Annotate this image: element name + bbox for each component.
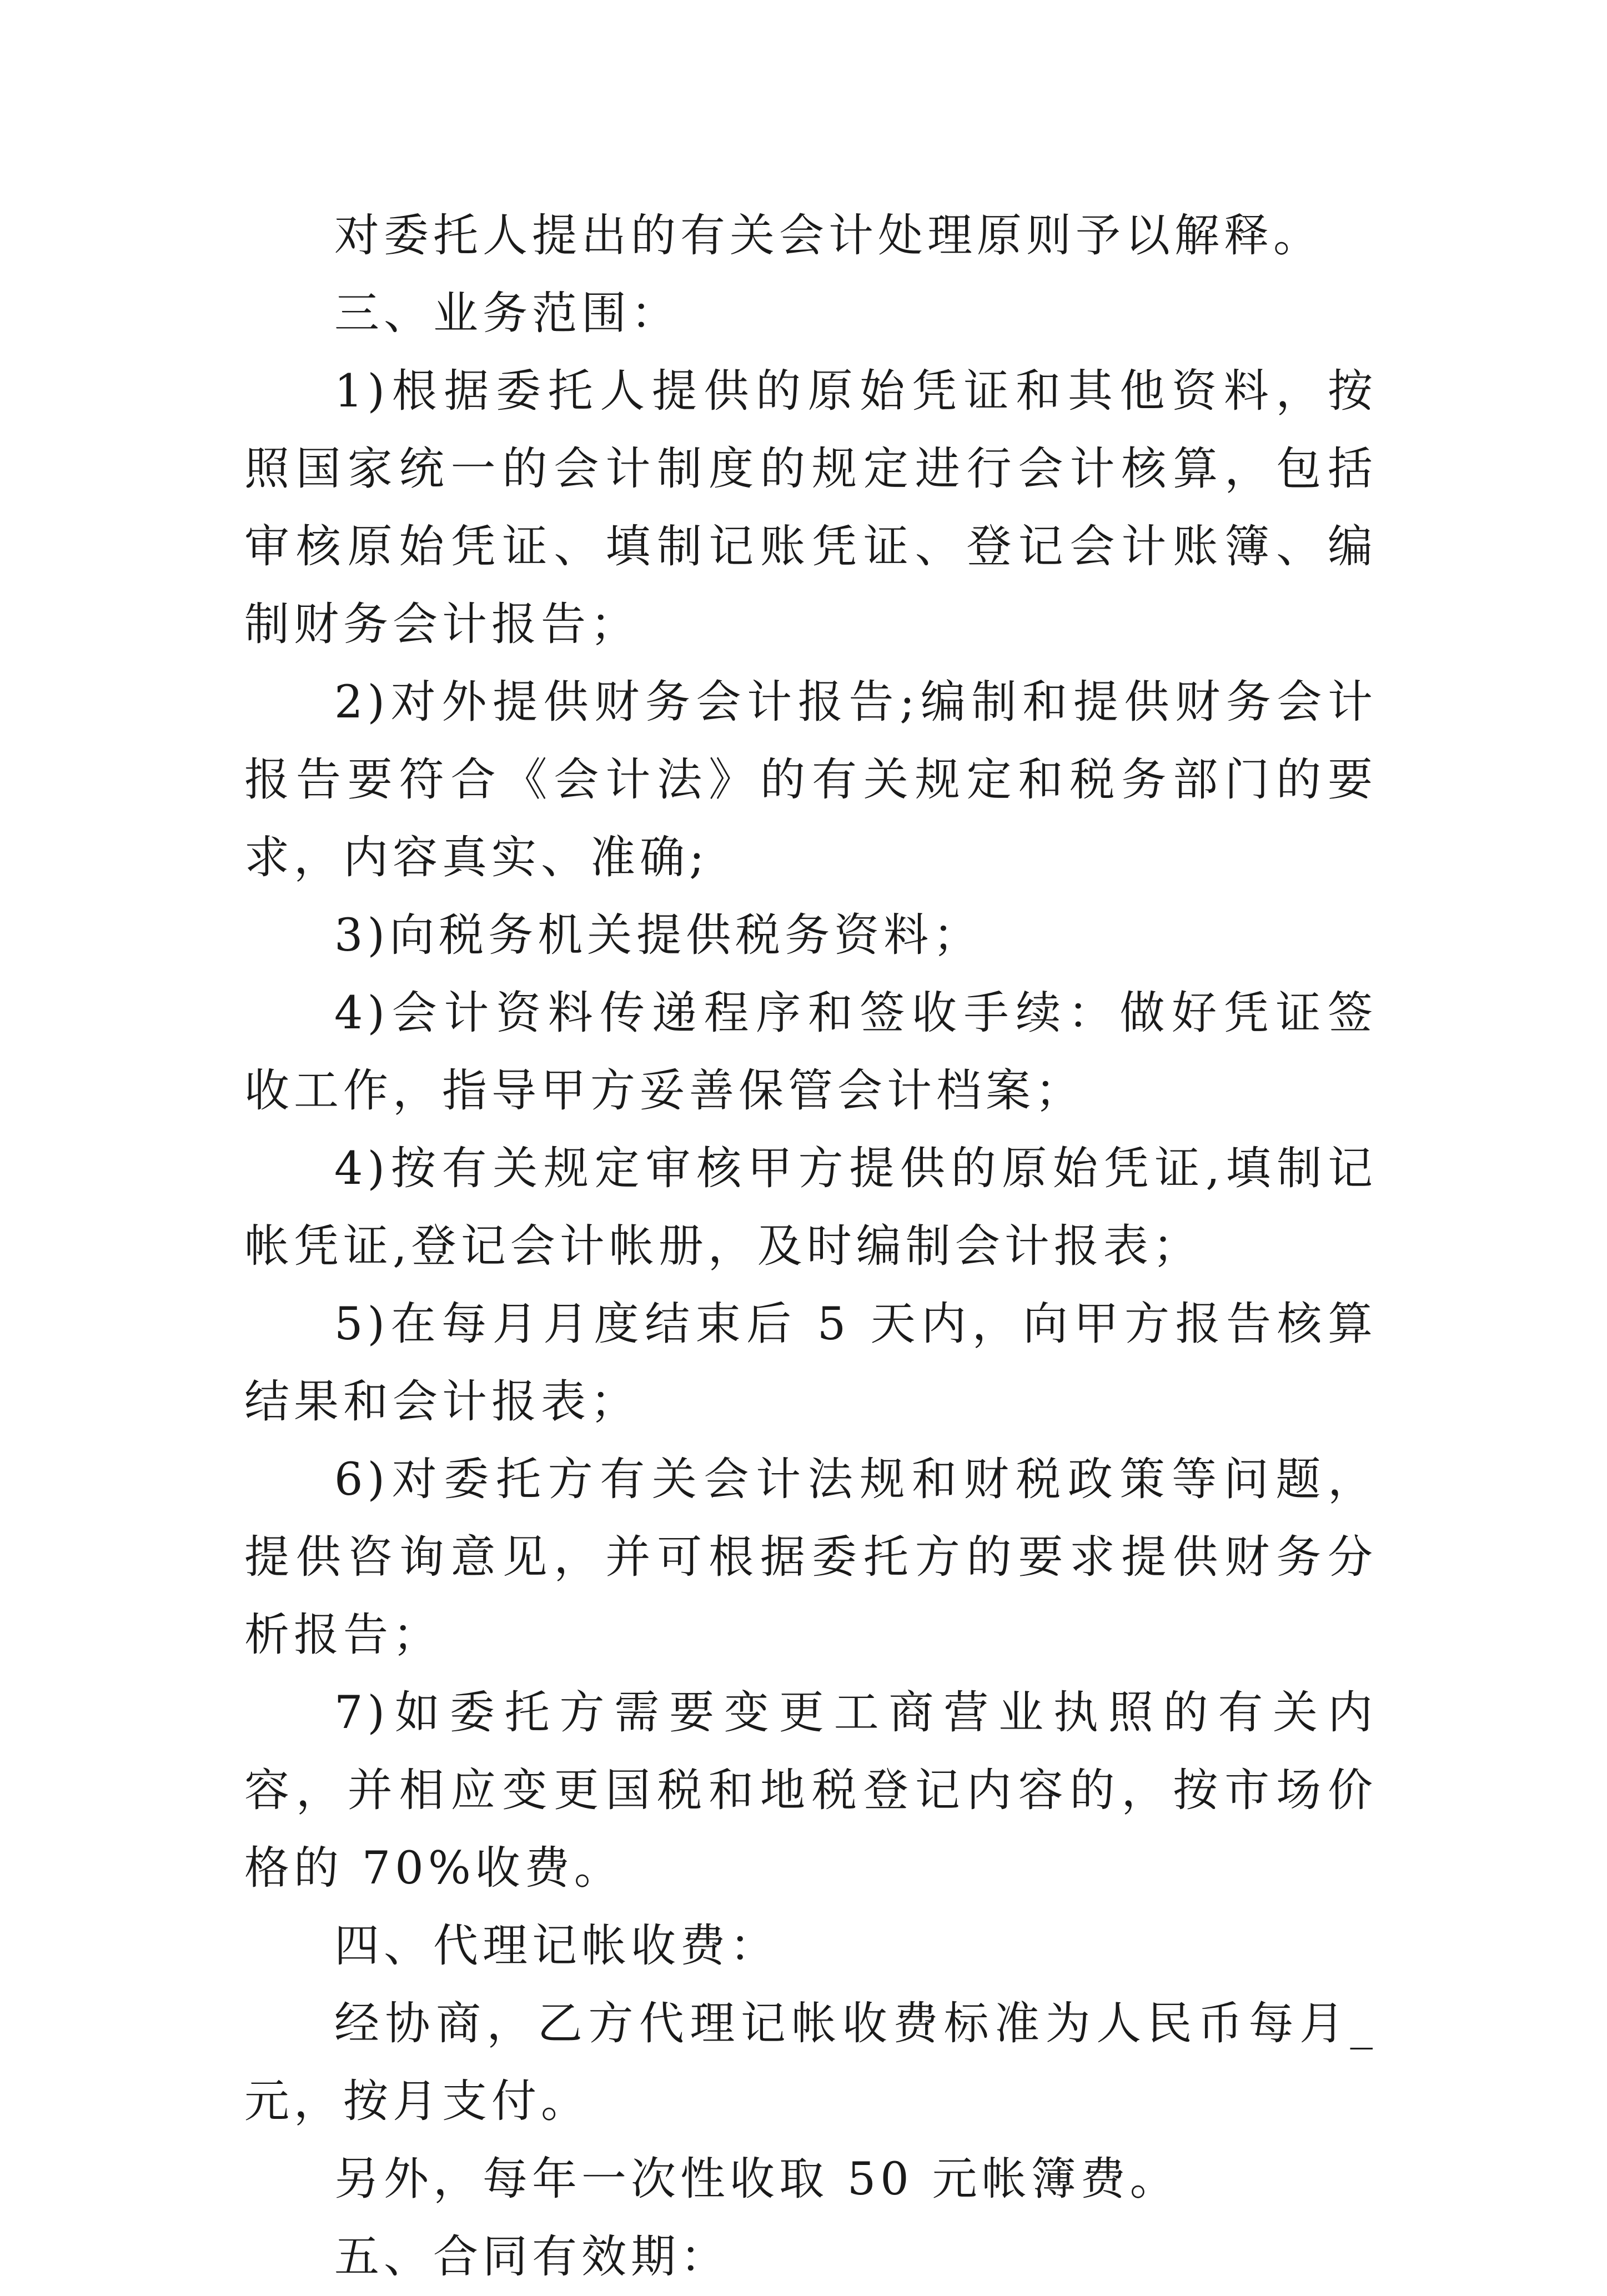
paragraph-ledger-fee: 另外，每年一次性收取 50 元帐簿费。 xyxy=(334,2153,1179,2205)
paragraph-item-2: 2)对外提供财务会计报告;编制和提供财务会计报告要符合《会计法》的有关规定和税务部门的要求，内容真实、准确; xyxy=(244,676,1377,884)
paragraph-fee-standard: 经协商，乙方代理记帐收费标准为人民币每月_元，按月支付。 xyxy=(244,1998,1377,2128)
paragraph-interpretation: 对委托人提出的有关会计处理原则予以解释。 xyxy=(334,210,1323,262)
paragraph-item-6: 6)对委托方有关会计法规和财税政策等问题，提供咨询意见，并可根据委托方的要求提供财务分析报告； xyxy=(244,1454,1377,1661)
paragraph-item-1: 1)根据委托人提供的原始凭证和其他资料，按照国家统一的会计制度的规定进行会计核算，包括审核原始凭证、填制记账凭证、登记会计账簿、编制财务会计报告； xyxy=(244,365,1377,651)
paragraph-item-4a: 4)会计资料传递程序和签收手续：做好凭证签收工作，指导甲方妥善保管会计档案； xyxy=(244,987,1377,1117)
paragraph-item-5: 5)在每月月度结束后 5 天内，向甲方报告核算结果和会计报表； xyxy=(244,1298,1377,1428)
heading-fees: 四、代理记帐收费： xyxy=(334,1920,780,1972)
heading-business-scope: 三、业务范围： xyxy=(334,288,681,340)
document-body xyxy=(244,197,1377,2296)
paragraph-item-7: 7)如委托方需要变更工商营业执照的有关内容，并相应变更国税和地税登记内容的，按市场价格的 70%收费。 xyxy=(244,1687,1377,1895)
paragraph-item-4b: 4)按有关规定审核甲方提供的原始凭证,填制记帐凭证,登记会计帐册，及时编制会计报表； xyxy=(244,1143,1377,1273)
heading-contract-term: 五、合同有效期： xyxy=(334,2231,730,2283)
paragraph-item-3: 3)向税务机关提供税务资料； xyxy=(334,910,983,962)
